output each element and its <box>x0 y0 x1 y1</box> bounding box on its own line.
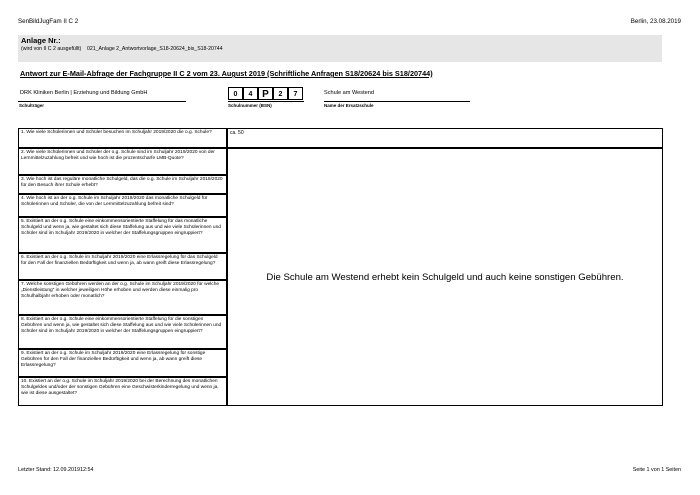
bsn-digit-3: P <box>258 87 273 100</box>
schultraeger-line <box>18 101 186 102</box>
bsn-digit-5: 7 <box>288 87 303 100</box>
bsn-label: Schulnummer (BSN) <box>228 103 272 108</box>
header-left: SenBildJugFam II C 2 <box>18 18 79 25</box>
ersatzschule-label: Name der Ersatzschule <box>324 103 374 108</box>
schultraeger-label: Schulträger <box>19 103 45 108</box>
ersatzschule-line <box>324 101 470 102</box>
footer-stand: Letzter Stand: 12.09.201912:54 <box>18 467 94 473</box>
question-3: 3. Wie hoch ist das reguläre monatliche Schulgeld, das die o.g. Schule im Schuljahr 2019/2020 für den Besuch ihrer Schule erhebt? <box>18 175 227 194</box>
bsn-digit-1: 0 <box>228 87 243 100</box>
question-6: 6. Existiert an der o.g. Schule im Schuljahr 2019/2020 eine Erlassregelung für das Schulgeld für den Fall der finanziellen Bedürftigkeit und wenn ja, ab wann greift diese Erlassregelung? <box>18 253 227 280</box>
question-8: 8. Existiert an der o.g. Schule eine einkommensorientierte Staffelung für die sonstigen Gebühren und wenn ja, wie gestaltet sich diese Staffelung aus und wie viele Schülerinnen und Schüler sind im Schuljahr 2019/2020 in welcher der Staffelungsgruppen eingruppiert? <box>18 315 227 349</box>
schultraeger-value: DRK Kliniken Berlin | Erziehung und Bildung GmbH <box>20 90 148 96</box>
answer-main-cell <box>227 148 663 406</box>
header-date: Berlin, 23.08.2019 <box>630 18 681 25</box>
question-7: 7. Welche sonstigen Gebühren werden an der o.g. Schule im Schuljahr 2019/2020 für welche „Dienstleistung“ in welcher jeweiligen Höhe erhoben und werden diese einmalig pro Schulhalbjahr erhoben oder monatlich? <box>18 280 227 315</box>
anlage-title: Anlage Nr.: <box>21 36 61 45</box>
question-2: 2. Wie viele Schülerinnen und Schüler der o.g. Schule sind im Schuljahr 2019/2020 von der Lernmittelzuzahlung befreit und wie hoch ist die prozentscharfe LMB-Quote? <box>18 148 227 175</box>
footer-page: Seite 1 von 1 Seiten <box>632 467 681 473</box>
question-9: 9. Existiert an der o.g. Schule im Schuljahr 2019/2020 eine Erlassregelung für sonstige Gebühren für den Fall der finanziellen Bedürftigkeit und wenn ja, ab wann greift diese Erlassregelung? <box>18 349 227 377</box>
question-10: 10. Existiert an der o.g. Schule im Schuljahr 2019/2020 bei der Berechnung des monatlichen Schulgeldes und/oder der sonstigen Gebühren eine Geschwisterkinderregelung und wenn ja, wie ist diese ausgestaltet? <box>18 377 227 406</box>
anlage-subtitle: (wird von II C 2 ausgefüllt) 021_Anlage 2_Antwortvorlage_S18-20624_bis_S18-20744 <box>21 46 223 52</box>
question-1: 1. Wie viele Schülerinnen und Schüler besuchen im Schuljahr 2019/2020 die o.g. Schule? <box>18 128 227 148</box>
ersatzschule-value: Schule am Westend <box>324 90 374 96</box>
question-5: 5. Existiert an der o.g. Schule eine einkommensorientierte Staffelung für das monatliche Schulgeld und wenn ja, wie gestaltet sich diese Staffelung aus und wie viele Schülerinnen und Schüler sind im Schuljahr 2019/2020 in welcher der Staffelungsgruppen eingruppiert? <box>18 217 227 253</box>
answer-1: ca. 50 <box>230 130 244 136</box>
bsn-digit-2: 4 <box>243 87 258 100</box>
answer-1-cell <box>227 128 663 148</box>
bsn-line <box>228 101 304 102</box>
answer-main: Die Schule am Westend erhebt kein Schulgeld und auch keine sonstigen Gebühren. <box>266 271 624 283</box>
antwort-title: Antwort zur E-Mail-Abfrage der Fachgruppe II C 2 vom 23. August 2019 (Schriftliche Anfragen S18/20624 bis S18/20744) <box>20 69 433 78</box>
question-4: 4. Wie hoch ist an der o.g. Schule im Schuljahr 2019/2020 das monatliche Schulgeld für Schülerinnen und Schüler, die von der Lernmittelzuzahlung befreit sind? <box>18 194 227 217</box>
bsn-digit-4: 2 <box>273 87 288 100</box>
